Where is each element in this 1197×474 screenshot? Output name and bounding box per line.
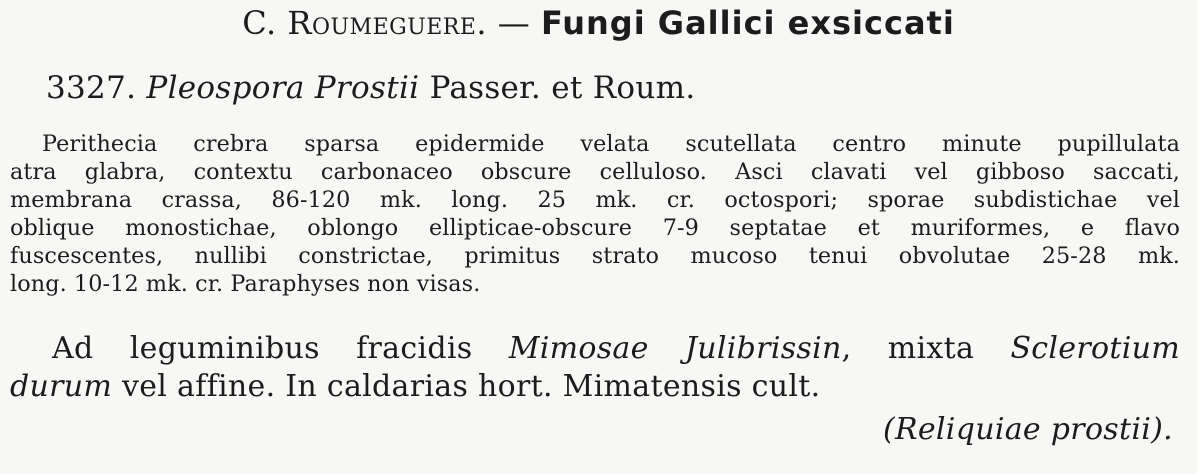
habitat-note xyxy=(10,330,1180,406)
entry-number: 3327. xyxy=(46,70,137,106)
species-name: Pleospora Prostii xyxy=(146,70,420,106)
description-line: Perithecia crebra sparsa epidermide velata scutellata centro minute pupillulata xyxy=(42,131,1180,157)
associated-fungus-epithet: durum xyxy=(10,369,113,404)
habitat-prefix: Ad leguminibus fracidis xyxy=(52,331,509,366)
species-authority: Passer. et Roum. xyxy=(429,70,696,106)
description-line: oblique monostichae, oblongo ellipticae-obscure 7-9 septatae et muriformes, e flavo xyxy=(10,215,1180,241)
description-line: atra glabra, contextu carbonaceo obscure celluloso. Asci clavati vel gibboso saccati, xyxy=(10,159,1180,185)
description-line: fuscescentes, nullibi constrictae, primitus strato mucoso tenui obvolutae 25-28 mk. xyxy=(10,243,1180,269)
description-line: long. 10-12 mk. cr. Paraphyses non visas. xyxy=(10,271,481,297)
habitat-line xyxy=(10,368,1180,406)
entry-title xyxy=(46,70,695,106)
collection-source: (Reliquiae prostii). xyxy=(882,412,1173,447)
associated-fungus: Sclerotium xyxy=(1010,331,1180,366)
species-description xyxy=(10,130,1180,298)
description-line: membrana crassa, 86-120 mk. long. 25 mk. cr. octospori; sporae subdistichae vel xyxy=(10,187,1180,213)
habitat-line xyxy=(10,330,1180,368)
habitat-rest: vel affine. In caldarias hort. Mimatensis cult. xyxy=(112,369,821,404)
header-series-title: Fungi Gallici exsiccati xyxy=(540,4,955,42)
habitat-mid: , mixta xyxy=(841,331,1011,366)
header-author: C. Roumeguere. xyxy=(242,4,488,42)
series-header xyxy=(0,4,1197,42)
host-name: Mimosae Julibrissin xyxy=(508,331,842,366)
header-dash: — xyxy=(487,4,541,42)
